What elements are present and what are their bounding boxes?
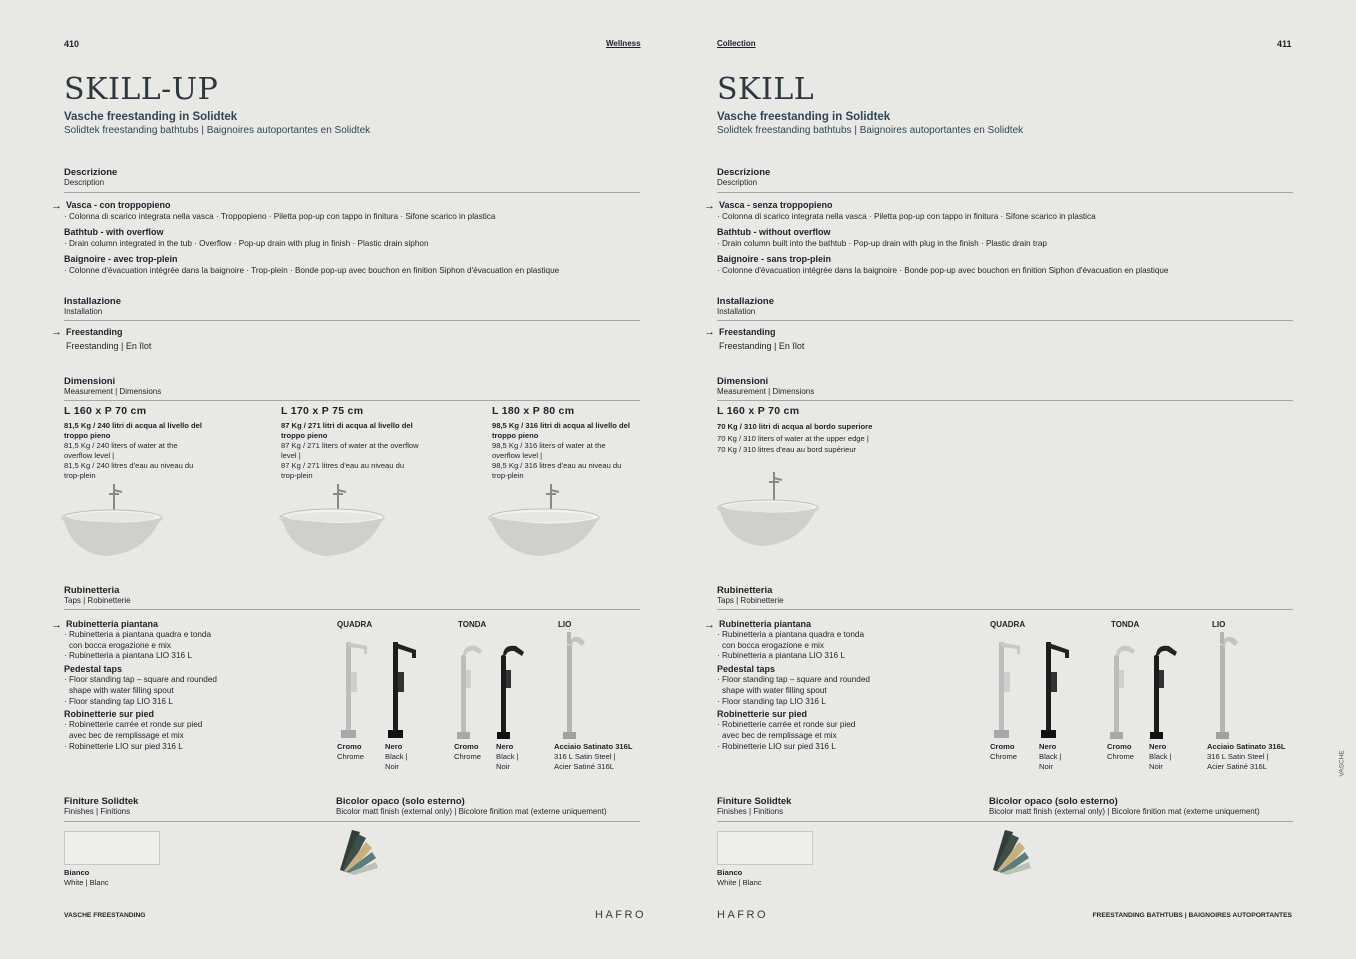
bicolor-subheading: Bicolor matt finish (external only) | Bicolore finition mat (externe uniquement) bbox=[989, 807, 1260, 816]
taps-title-en: Pedestal taps bbox=[717, 664, 776, 675]
installation-subheading: Installation bbox=[64, 307, 103, 316]
taps-line: · Robinetterie LIO sur pied 316 L bbox=[64, 741, 183, 751]
dimension-it: 87 Kg / 271 litri di acqua al livello del troppo pieno bbox=[281, 421, 413, 440]
installation-type-translations: Freestanding | En îlot bbox=[66, 341, 152, 351]
dimension-fr: 87 Kg / 271 litres d'eau au niveau du trop-plein bbox=[281, 461, 405, 480]
arrow-right-icon: → bbox=[51, 326, 62, 338]
dimension-en: 98,5 Kg / 316 liters of water at the overflow level | bbox=[492, 441, 606, 460]
installation-heading: Installazione bbox=[717, 296, 775, 307]
installation-type: Freestanding bbox=[66, 327, 123, 337]
arrow-right-icon: → bbox=[704, 200, 715, 212]
arrow-right-icon: → bbox=[51, 619, 62, 631]
dimension-block bbox=[492, 405, 632, 481]
description-subheading: Description bbox=[64, 178, 105, 187]
tap-finish-label: Nero Black | Noir bbox=[385, 742, 408, 771]
white-finish-swatch[interactable] bbox=[64, 831, 160, 865]
taps-line: · Rubinetteria a piantana LIO 316 L bbox=[64, 651, 192, 661]
white-finish-label: Bianco White | Blanc bbox=[717, 868, 762, 887]
taps-title-fr: Robinetterie sur pied bbox=[717, 709, 808, 720]
footer-text: VASCHE FREESTANDING bbox=[64, 912, 146, 919]
taps-line: · Floor standing tap LIO 316 L bbox=[64, 696, 173, 706]
taps-line: · Floor standing tap – square and rounded bbox=[717, 674, 870, 684]
taps-line: avec bec de remplissage et mix bbox=[722, 730, 837, 740]
taps-description bbox=[64, 619, 314, 753]
page-subtitle: Vasche freestanding in Solidtek bbox=[717, 111, 891, 123]
dimension-block bbox=[717, 405, 917, 456]
desc-item-text: · Drain column integrated in the tub · Overflow · Pop-up drain with plug in finish · Plastic drain siphon bbox=[64, 239, 429, 248]
dimension-en: 81,5 Kg / 240 liters of water at the overflow level | bbox=[64, 441, 178, 460]
desc-item-text: · Colonne d'évacuation intégrée dans la baignoire · Bonde pop-up avec bouchon en finition Siphon d'évacuation en plastique bbox=[717, 266, 1169, 275]
dimensions-subheading: Measurement | Dimensions bbox=[717, 387, 815, 396]
finishes-subheading: Finishes | Finitions bbox=[717, 807, 784, 816]
taps-description bbox=[717, 619, 967, 753]
arrow-right-icon: → bbox=[704, 326, 715, 338]
page-subtitle-translations: Solidtek freestanding bathtubs | Baignoires autoportantes en Solidtek bbox=[64, 125, 371, 136]
tap-image-tonda-black bbox=[1147, 640, 1182, 740]
bathtub-image bbox=[60, 482, 166, 560]
tap-image-lio-steel bbox=[1210, 630, 1245, 740]
dimension-block bbox=[64, 405, 204, 481]
taps-line: · Robinetterie carrée et ronde sur pied bbox=[717, 720, 856, 730]
taps-subheading: Taps | Robinetterie bbox=[717, 596, 784, 605]
bicolor-swatch-fan[interactable] bbox=[987, 826, 1037, 876]
page-title: SKILL-UP bbox=[64, 72, 219, 107]
taps-line: · Rubinetteria a piantana quadra e tonda bbox=[717, 629, 865, 639]
desc-item-title: Baignoire - sans trop-plein bbox=[717, 254, 832, 264]
taps-line: · Floor standing tap – square and rounded bbox=[64, 674, 217, 684]
divider bbox=[64, 821, 640, 822]
divider bbox=[64, 609, 640, 610]
tap-finish-label: Acciaio Satinato 316L 316 L Satin Steel | Acier Satiné 316L bbox=[1207, 742, 1286, 771]
desc-item-text: · Drain column built into the bathtub · Pop-up drain with plug in the finish · Plastic drain trap bbox=[717, 239, 1047, 248]
tap-finish-label: Cromo Chrome bbox=[1107, 742, 1135, 761]
bicolor-subheading: Bicolor matt finish (external only) | Bicolore finition mat (externe uniquement) bbox=[336, 807, 607, 816]
tap-model-label: TONDA bbox=[458, 620, 487, 629]
tap-image-quadra-black bbox=[384, 632, 419, 740]
section-label[interactable]: Collection bbox=[717, 39, 756, 48]
page-subtitle-translations: Solidtek freestanding bathtubs | Baignoires autoportantes en Solidtek bbox=[717, 125, 1024, 136]
right-page bbox=[678, 0, 1356, 959]
arrow-right-icon: → bbox=[51, 200, 62, 212]
finishes-subheading: Finishes | Finitions bbox=[64, 807, 131, 816]
installation-type-translations: Freestanding | En îlot bbox=[719, 341, 805, 351]
taps-heading: Rubinetteria bbox=[717, 585, 773, 596]
taps-line: avec bec de remplissage et mix bbox=[69, 730, 184, 740]
taps-line: · Robinetterie LIO sur pied 316 L bbox=[717, 741, 836, 751]
dimension-fr: 81,5 Kg / 240 litres d'eau au niveau du trop-plein bbox=[64, 461, 194, 480]
tap-image-quadra-black bbox=[1037, 632, 1072, 740]
dimensions-heading: Dimensioni bbox=[717, 376, 769, 387]
tap-model-label: TONDA bbox=[1111, 620, 1140, 629]
desc-item-text: · Colonna di scarico integrata nella vasca · Piletta pop-up con tappo in finitura · Sifone scarico in plastica bbox=[717, 212, 1096, 221]
tap-image-tonda-chrome bbox=[454, 640, 489, 740]
tap-finish-label: Cromo Chrome bbox=[990, 742, 1018, 761]
tap-image-quadra-chrome bbox=[990, 632, 1025, 740]
tap-image-lio-steel bbox=[557, 630, 592, 740]
bicolor-heading: Bicolor opaco (solo esterno) bbox=[989, 796, 1118, 807]
dimension-block bbox=[281, 405, 421, 481]
dimension-size: L 170 x P 75 cm bbox=[281, 405, 364, 417]
page-number: 411 bbox=[1277, 39, 1292, 49]
page-number: 410 bbox=[64, 39, 80, 49]
white-finish-label: Bianco White | Blanc bbox=[64, 868, 109, 887]
tap-model-label: QUADRA bbox=[990, 620, 1026, 629]
tap-finish-label: Nero Black | Noir bbox=[1149, 742, 1172, 771]
tap-model-label: LIO bbox=[1212, 620, 1226, 629]
description-heading: Descrizione bbox=[64, 167, 118, 178]
arrow-right-icon: → bbox=[704, 619, 715, 631]
tap-finish-label: Acciaio Satinato 316L 316 L Satin Steel | Acier Satiné 316L bbox=[554, 742, 633, 771]
bathtub-image bbox=[487, 482, 603, 560]
divider bbox=[717, 400, 1293, 401]
finishes-heading: Finiture Solidtek bbox=[64, 796, 139, 807]
page-title: SKILL bbox=[717, 72, 815, 107]
desc-item-title: Vasca - con troppopieno bbox=[66, 200, 171, 210]
tap-finish-label: Nero Black | Noir bbox=[496, 742, 519, 771]
description-subheading: Description bbox=[717, 178, 758, 187]
footer-text: FREESTANDING BATHTUBS | BAIGNOIRES AUTOPORTANTES bbox=[1092, 912, 1292, 919]
dimension-size: L 160 x P 70 cm bbox=[717, 405, 800, 417]
taps-title-it: Rubinetteria piantana bbox=[719, 619, 812, 629]
divider bbox=[717, 609, 1293, 610]
dimension-it: 98,5 Kg / 316 litri di acqua al livello del troppo pieno bbox=[492, 421, 631, 440]
taps-line: · Robinetterie carrée et ronde sur pied bbox=[64, 720, 203, 730]
side-tab-label[interactable]: VASCHE bbox=[1338, 750, 1346, 777]
taps-title-it: Rubinetteria piantana bbox=[66, 619, 159, 629]
dimension-en: 70 Kg / 310 liters of water at the upper edge | bbox=[717, 433, 869, 443]
finishes-heading: Finiture Solidtek bbox=[717, 796, 792, 807]
taps-title-fr: Robinetterie sur pied bbox=[64, 709, 155, 720]
desc-item-title: Baignoire - avec trop-plein bbox=[64, 254, 178, 264]
taps-subheading: Taps | Robinetterie bbox=[64, 596, 131, 605]
desc-item-title: Vasca - senza troppopieno bbox=[719, 200, 833, 210]
taps-line: shape with water filling spout bbox=[722, 685, 827, 695]
dimension-it: 81,5 Kg / 240 litri di acqua al livello del troppo pieno bbox=[64, 421, 203, 440]
taps-title-en: Pedestal taps bbox=[64, 664, 123, 675]
tap-image-tonda-chrome bbox=[1107, 640, 1142, 740]
taps-line: con bocca erogazione e mix bbox=[69, 640, 171, 650]
tap-model-label: LIO bbox=[558, 620, 572, 629]
section-label[interactable]: Wellness bbox=[606, 39, 641, 48]
description-heading: Descrizione bbox=[717, 167, 771, 178]
tap-image-tonda-black bbox=[494, 640, 529, 740]
dimensions-subheading: Measurement | Dimensions bbox=[64, 387, 162, 396]
divider bbox=[64, 320, 640, 321]
divider bbox=[64, 192, 640, 193]
taps-line: · Rubinetteria a piantana quadra e tonda bbox=[64, 629, 212, 639]
desc-item-title: Bathtub - with overflow bbox=[64, 227, 164, 237]
tap-image-quadra-chrome bbox=[337, 632, 372, 740]
installation-heading: Installazione bbox=[64, 296, 122, 307]
divider bbox=[64, 400, 640, 401]
brand-logo: HAFRO bbox=[717, 909, 768, 921]
tap-finish-label: Nero Black | Noir bbox=[1039, 742, 1062, 771]
dimensions-heading: Dimensioni bbox=[64, 376, 116, 387]
bicolor-swatch-fan[interactable] bbox=[334, 826, 384, 876]
desc-item-text: · Colonna di scarico integrata nella vasca · Troppopieno · Piletta pop-up con tappo in finitura · Sifone scarico in plastica bbox=[64, 212, 496, 221]
taps-line: con bocca erogazione e mix bbox=[722, 640, 824, 650]
divider bbox=[717, 320, 1293, 321]
installation-subheading: Installation bbox=[717, 307, 756, 316]
taps-line: shape with water filling spout bbox=[69, 685, 174, 695]
page-subtitle: Vasche freestanding in Solidtek bbox=[64, 111, 238, 123]
tap-finish-label: Cromo Chrome bbox=[337, 742, 365, 761]
dimension-en: 87 Kg / 271 liters of water at the overflow level | bbox=[281, 441, 419, 460]
white-finish-swatch[interactable] bbox=[717, 831, 813, 865]
tap-finish-label: Cromo Chrome bbox=[454, 742, 482, 761]
desc-item-title: Bathtub - without overflow bbox=[717, 227, 831, 237]
taps-line: · Rubinetteria a piantana LIO 316 L bbox=[717, 651, 845, 661]
brand-logo: HAFRO bbox=[595, 909, 646, 921]
dimension-fr: 70 Kg / 310 litres d'eau au bord supérieur bbox=[717, 445, 857, 454]
divider bbox=[717, 192, 1293, 193]
tap-model-label: QUADRA bbox=[337, 620, 373, 629]
bathtub-image bbox=[716, 470, 822, 550]
taps-heading: Rubinetteria bbox=[64, 585, 120, 596]
dimension-size: L 180 x P 80 cm bbox=[492, 405, 575, 417]
desc-item-text: · Colonne d'évacuation intégrée dans la baignoire · Trop-plein · Bonde pop-up avec bouchon en finition Siphon d'évacuation en plastique bbox=[64, 266, 560, 275]
bicolor-heading: Bicolor opaco (solo esterno) bbox=[336, 796, 465, 807]
dimension-fr: 98,5 Kg / 316 litres d'eau au niveau du trop-plein bbox=[492, 461, 622, 480]
dimension-size: L 160 x P 70 cm bbox=[64, 405, 147, 417]
bathtub-image bbox=[278, 482, 388, 560]
installation-type: Freestanding bbox=[719, 327, 776, 337]
taps-line: · Floor standing tap LIO 316 L bbox=[717, 696, 826, 706]
divider bbox=[717, 821, 1293, 822]
dimension-it: 70 Kg / 310 litri di acqua al bordo superiore bbox=[717, 422, 873, 431]
